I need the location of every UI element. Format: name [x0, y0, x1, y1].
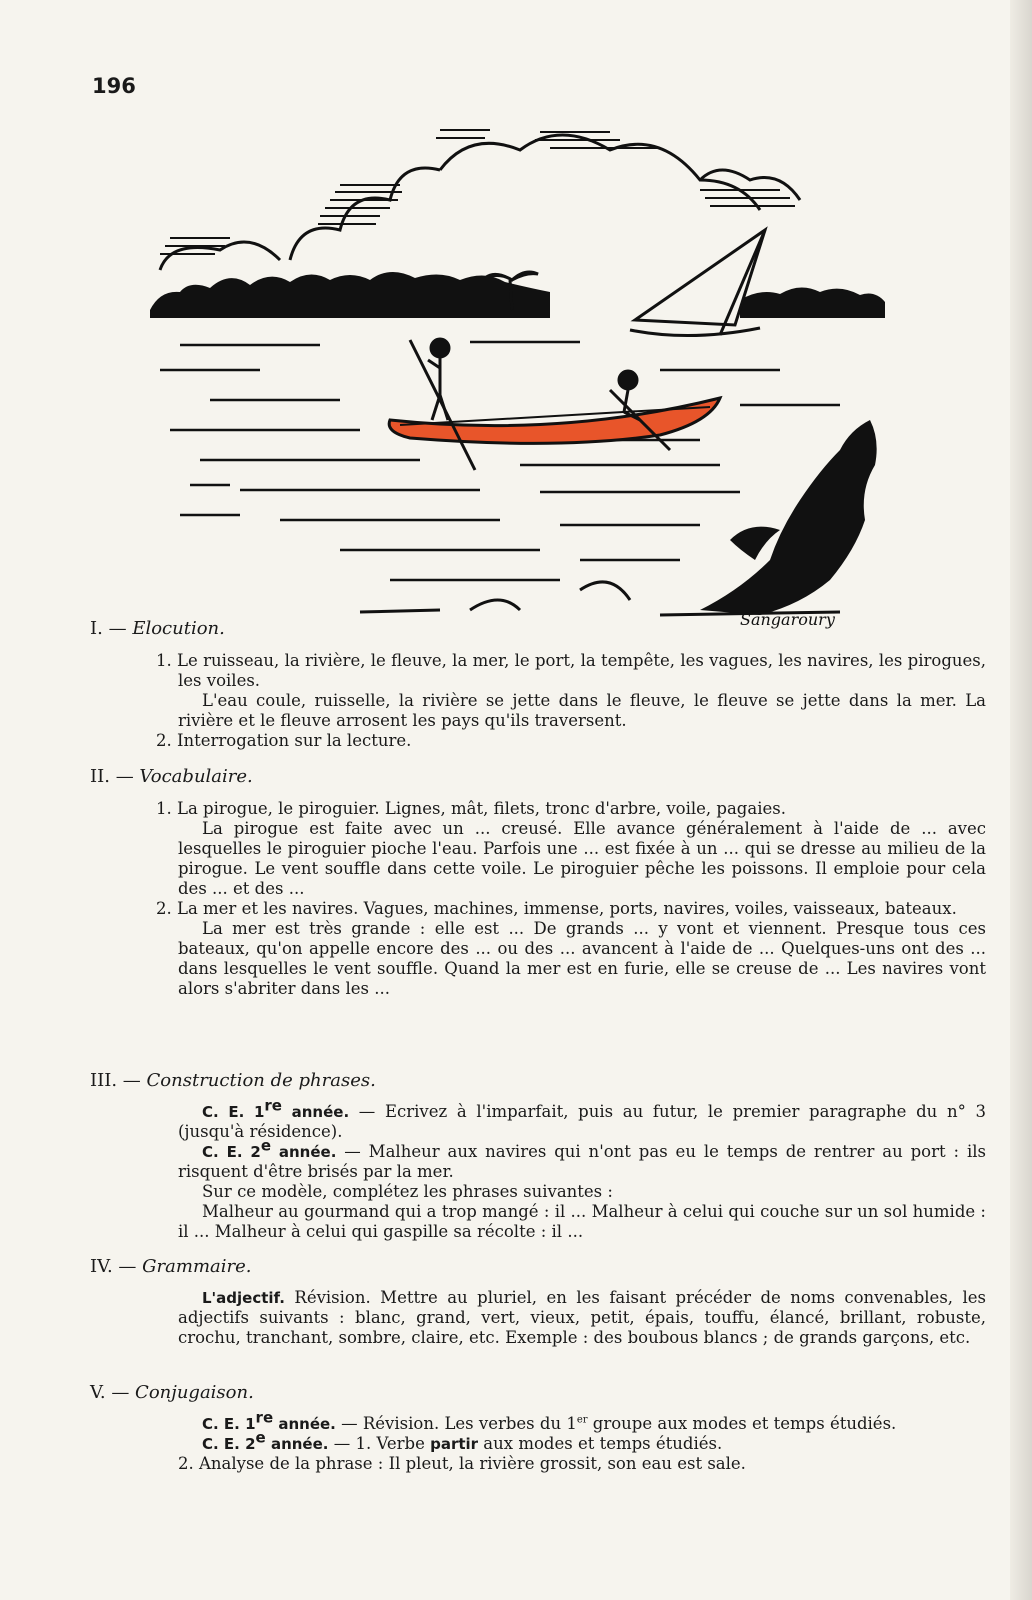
- paragraph: L'adjectif. Révision. Mettre au pluriel, en les faisant précéder de noms convenables, les adjectifs suivants : blanc, grand, vert, vieux, petit, épais, touffu, élancé, brillant, robuste, crochu, tranchant, sombre, claire, etc. Exemple : des boubous blancs ; de grands garçons, etc.: [178, 1288, 986, 1347]
- shoreline-right: [740, 287, 885, 318]
- paragraph: C. E. 1re année. — Ecrivez à l'imparfait, puis au futur, le premier paragraphe du n° 3 (jusqu'à résidence).: [178, 1096, 986, 1141]
- section-numeral: I.: [90, 618, 103, 639]
- section-body-construction: [178, 1096, 986, 1242]
- section-heading: Construction de phrases.: [146, 1070, 376, 1091]
- paragraph: La mer est très grande : elle est ... De grands ... y vont et viennent. Presque tous ces bateaux, qu'on appelle encore des ... ou des ... avancent à l'aide de ... Quelques-uns ont des ... dans lesquelles le vent souffle. Quand la mer est en furie, elle se creuse de ... Les navires vont alors s'abriter dans les ...: [178, 919, 986, 998]
- section-title-conjugaison: V. — Conjugaison.: [90, 1382, 254, 1403]
- section-heading: Conjugaison.: [135, 1382, 254, 1403]
- river-illustration: [140, 120, 900, 640]
- clouds: [160, 135, 800, 270]
- section-body-grammaire: [178, 1288, 986, 1348]
- section-heading: Elocution.: [132, 618, 225, 639]
- section-numeral: V.: [90, 1382, 106, 1403]
- section-numeral: III.: [90, 1070, 118, 1091]
- section-body-elocution: [156, 651, 986, 751]
- paragraph: Malheur au gourmand qui a trop mangé : il ... Malheur à celui qui couche sur un sol humide : il ... Malheur à celui qui gaspille sa récolte : il ...: [178, 1202, 986, 1241]
- page-edge: [1010, 0, 1032, 1600]
- paragraph: L'eau coule, ruisselle, la rivière se jette dans le fleuve, le fleuve se jette dans la mer. La rivière et le fleuve arrosent les pays qu'ils traversent.: [178, 691, 986, 730]
- section-heading: Grammaire.: [142, 1256, 252, 1277]
- section-body-conjugaison: [178, 1408, 986, 1474]
- section-heading: Vocabulaire.: [139, 766, 253, 787]
- shoreline-trees: [150, 272, 550, 318]
- paragraph: Sur ce modèle, complétez les phrases suivantes :: [202, 1182, 613, 1201]
- foreground-bank: [700, 420, 877, 615]
- paragraph: 2. Interrogation sur la lecture.: [156, 731, 412, 750]
- section-numeral: IV.: [90, 1256, 113, 1277]
- section-title-grammaire: IV. — Grammaire.: [90, 1256, 252, 1277]
- cloud-shading: [160, 130, 795, 254]
- paragraph: 2. Analyse de la phrase : Il pleut, la rivière grossit, son eau est sale.: [178, 1454, 746, 1473]
- section-title-construction: III. — Construction de phrases.: [90, 1070, 376, 1091]
- sailboat: [630, 230, 765, 336]
- standing-boatman: [410, 339, 475, 470]
- paragraph: 1. La pirogue, le piroguier. Lignes, mât, filets, tronc d'arbre, voile, pagaies.: [156, 799, 786, 818]
- pirogue: [389, 398, 720, 443]
- section-numeral: II.: [90, 766, 110, 787]
- section-title-elocution: I. — Elocution.: [90, 618, 225, 639]
- paragraph: 2. La mer et les navires. Vagues, machines, immense, ports, navires, voiles, vaisseaux, bateaux.: [156, 899, 957, 918]
- paragraph: C. E. 2e année. — Malheur aux navires qui n'ont pas eu le temps de rentrer au port : ils risquent d'être brisés par la mer.: [178, 1136, 986, 1181]
- paragraph: C. E. 1re année. — Révision. Les verbes du 1er groupe aux modes et temps étudiés.: [202, 1408, 897, 1433]
- page-number: 196: [92, 74, 136, 98]
- paragraph: 1. Le ruisseau, la rivière, le fleuve, la mer, le port, la tempête, les vagues, les navires, les pirogues, les voiles.: [156, 651, 986, 690]
- section-body-vocabulaire: [156, 799, 986, 999]
- artist-signature: Sangaroury: [740, 610, 835, 629]
- paragraph: La pirogue est faite avec un ... creusé. Elle avance généralement à l'aide de ... avec lesquelles le piroguier pioche l'eau. Parfois une ... est fixée à un ... qui se dresse au milieu de la pirogue. Le vent souffle dans cette voile. Le piroguier pêche les poissons. Il emploie pour cela des ... et des ...: [178, 819, 986, 898]
- section-title-vocabulaire: II. — Vocabulaire.: [90, 766, 253, 787]
- paragraph: C. E. 2e année. — 1. Verbe partir aux modes et temps étudiés.: [202, 1428, 723, 1453]
